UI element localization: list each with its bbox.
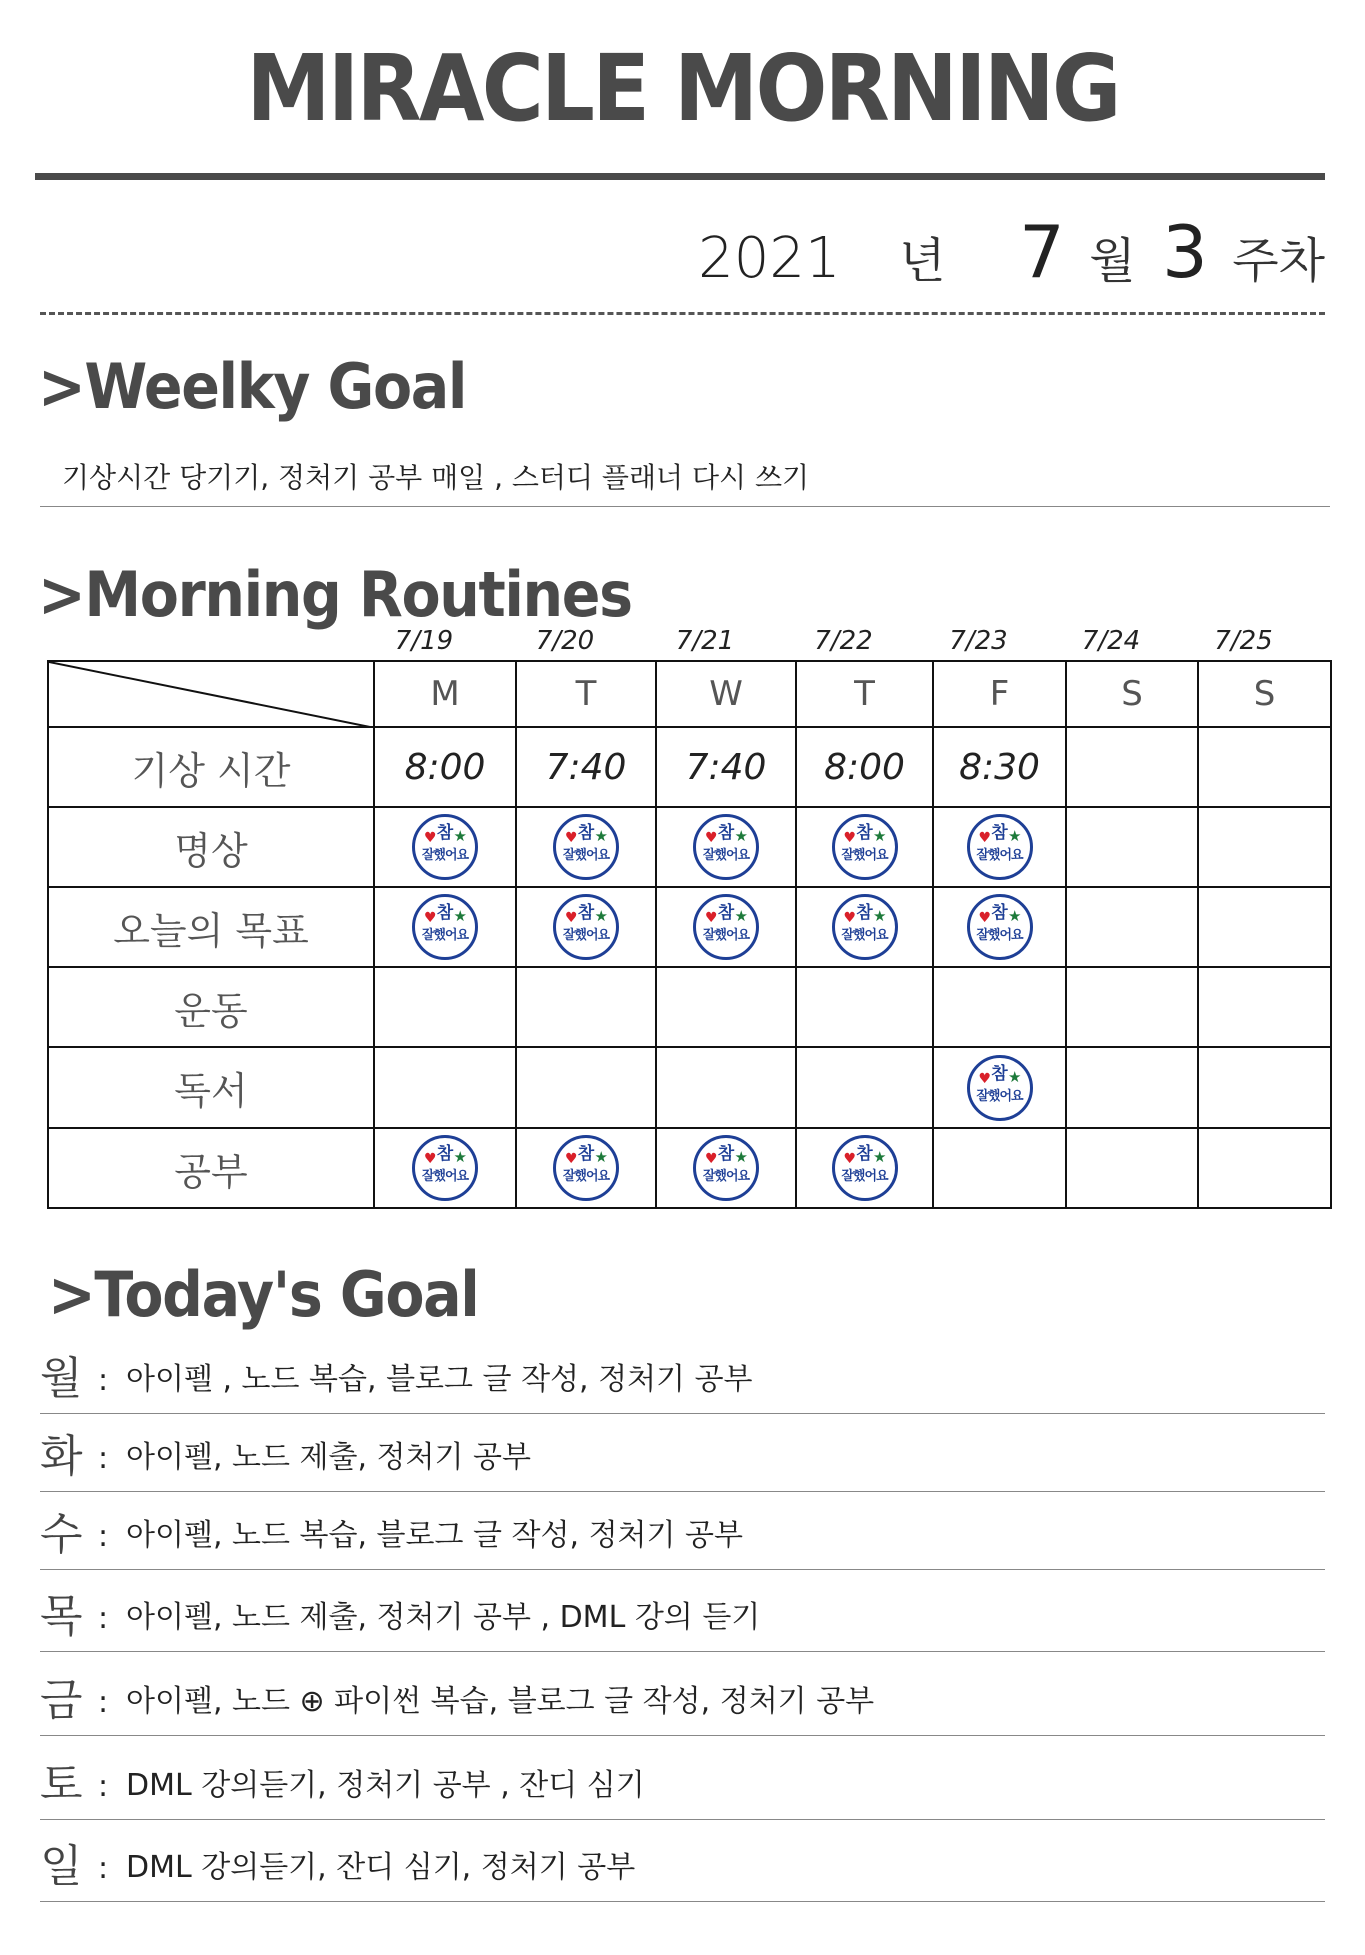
- routine-check-cell[interactable]: [516, 967, 656, 1047]
- routine-check-cell[interactable]: [796, 887, 933, 967]
- sticker-text-bottom: 잘했어요: [841, 928, 888, 943]
- sticker-text-top: 참: [577, 823, 595, 843]
- routine-check-cell[interactable]: [796, 1128, 933, 1208]
- star-icon: ★: [873, 907, 887, 925]
- routine-check-cell[interactable]: [656, 967, 796, 1047]
- star-icon: ★: [873, 1148, 887, 1166]
- corner-diagonal: [49, 662, 374, 727]
- routine-check-cell[interactable]: [1198, 1047, 1331, 1128]
- goal-separator: :: [98, 1519, 109, 1554]
- good-job-sticker-icon: [553, 814, 619, 880]
- routine-row: [48, 807, 1331, 887]
- day-header: S: [1198, 661, 1331, 727]
- date-week-unit: 주차: [1232, 233, 1325, 289]
- goal-separator: :: [98, 1441, 109, 1476]
- goal-underline: [40, 1651, 1325, 1652]
- daily-goal-row: [40, 1490, 1325, 1570]
- routine-check-cell[interactable]: [1066, 807, 1198, 887]
- routine-row: [48, 887, 1331, 967]
- routine-check-cell[interactable]: [1198, 807, 1331, 887]
- week-date: [698, 210, 1325, 294]
- star-icon: ★: [594, 907, 608, 925]
- routine-check-cell[interactable]: [1198, 887, 1331, 967]
- wake-time-cell[interactable]: [1198, 727, 1331, 807]
- sticker-text-top: 참: [991, 903, 1008, 923]
- sticker-text-bottom: 잘했어요: [421, 928, 469, 943]
- good-job-sticker-icon: [967, 814, 1033, 880]
- sticker-text-bottom: 잘했어요: [841, 848, 888, 863]
- morning-routines-heading: >Morning Routines: [38, 558, 632, 631]
- sticker-text-top: 참: [577, 1144, 595, 1164]
- goal-text[interactable]: DML 강의듣기, 정처기 공부 , 잔디 심기: [126, 1768, 645, 1803]
- daily-goal-row: [40, 1822, 1325, 1902]
- routine-check-cell[interactable]: [796, 967, 933, 1047]
- routine-check-cell[interactable]: [374, 967, 516, 1047]
- heart-icon: ♥: [843, 830, 857, 846]
- routine-check-cell[interactable]: [933, 1128, 1066, 1208]
- sticker-text-top: 참: [717, 903, 735, 923]
- sticker-text-bottom: 잘했어요: [976, 848, 1023, 863]
- good-job-sticker-icon: [693, 1135, 759, 1201]
- routine-label: 독서: [48, 1047, 374, 1128]
- goal-day-label: 토: [40, 1759, 83, 1810]
- routine-check-cell[interactable]: [656, 1128, 796, 1208]
- routine-check-cell[interactable]: [933, 887, 1066, 967]
- heart-icon: ♥: [705, 830, 718, 846]
- goal-separator: :: [98, 1851, 109, 1886]
- sticker-text-bottom: 잘했어요: [841, 1169, 888, 1184]
- good-job-sticker-icon: [967, 894, 1033, 960]
- routine-date-label: 7/19: [394, 626, 454, 656]
- routine-label: 기상 시간: [48, 727, 374, 807]
- star-icon: ★: [453, 827, 467, 845]
- sticker-text-top: 참: [436, 823, 454, 843]
- heart-icon: ♥: [424, 830, 437, 846]
- heart-icon: ♥: [843, 1151, 857, 1167]
- wake-time-cell[interactable]: 7:40: [656, 727, 796, 807]
- routine-check-cell[interactable]: [516, 1128, 656, 1208]
- goal-underline: [40, 1819, 1325, 1820]
- goal-text[interactable]: 아이펠, 노드 ⊕ 파이썬 복습, 블로그 글 작성, 정처기 공부: [126, 1684, 875, 1719]
- heart-icon: ♥: [565, 1151, 578, 1167]
- goal-text[interactable]: DML 강의듣기, 잔디 심기, 정처기 공부: [126, 1850, 636, 1885]
- routine-check-cell[interactable]: [516, 1047, 656, 1128]
- star-icon: ★: [1008, 1067, 1022, 1086]
- routine-check-cell[interactable]: [374, 887, 516, 967]
- routine-check-cell[interactable]: [1066, 887, 1198, 967]
- daily-goal-row: [40, 1572, 1325, 1652]
- daily-goal-row: [40, 1656, 1325, 1736]
- heart-icon: ♥: [978, 910, 992, 926]
- wake-time-cell[interactable]: 7:40: [516, 727, 656, 807]
- sticker-text-top: 참: [991, 823, 1008, 843]
- good-job-sticker-icon: [412, 894, 478, 960]
- star-icon: ★: [1008, 907, 1022, 925]
- sticker-text-bottom: 잘했어요: [421, 848, 469, 863]
- sticker-text-bottom: 잘했어요: [702, 848, 750, 863]
- routine-row: [48, 967, 1331, 1047]
- routine-check-cell[interactable]: [374, 1128, 516, 1208]
- routine-row: [48, 727, 1331, 807]
- routine-date-label: 7/22: [814, 626, 873, 656]
- good-job-sticker-icon: [412, 1135, 478, 1201]
- routine-label: 명상: [48, 807, 374, 887]
- routine-check-cell[interactable]: [374, 807, 516, 887]
- routine-check-cell[interactable]: [374, 1047, 516, 1128]
- goal-text[interactable]: 아이펠, 노드 제출, 정처기 공부 , DML 강의 듣기: [126, 1600, 761, 1635]
- goal-separator: :: [98, 1685, 109, 1720]
- weekly-goal-heading: >Weelky Goal: [38, 350, 467, 423]
- goal-day-label: 화: [40, 1431, 83, 1482]
- date-week: 3: [1162, 210, 1208, 294]
- star-icon: ★: [734, 827, 748, 845]
- goal-text[interactable]: 아이펠 , 노드 복습, 블로그 글 작성, 정처기 공부: [126, 1362, 753, 1397]
- page-title: MIRACLE MORNING: [246, 35, 1119, 142]
- star-icon: ★: [1008, 827, 1022, 845]
- heart-icon: ♥: [565, 910, 578, 926]
- good-job-sticker-icon: [693, 894, 759, 960]
- sticker-text-top: 참: [856, 1144, 873, 1164]
- goal-underline: [40, 1569, 1325, 1570]
- heart-icon: ♥: [424, 910, 437, 926]
- good-job-sticker-icon: [832, 1135, 898, 1201]
- goal-day-label: 수: [40, 1509, 83, 1560]
- sticker-text-bottom: 잘했어요: [562, 1169, 610, 1184]
- star-icon: ★: [594, 1148, 608, 1166]
- routine-check-cell[interactable]: [1198, 967, 1331, 1047]
- good-job-sticker-icon: [412, 814, 478, 880]
- date-year: 2021: [698, 226, 841, 291]
- routine-check-cell[interactable]: [656, 807, 796, 887]
- sticker-text-bottom: 잘했어요: [976, 928, 1023, 943]
- sticker-text-top: 참: [717, 1144, 735, 1164]
- sticker-text-bottom: 잘했어요: [976, 1088, 1023, 1104]
- wake-time-cell[interactable]: 8:00: [374, 727, 516, 807]
- routine-check-cell[interactable]: [516, 807, 656, 887]
- goal-underline: [40, 1735, 1325, 1736]
- sticker-text-top: 참: [577, 903, 595, 923]
- routine-check-cell[interactable]: [796, 807, 933, 887]
- routine-row: [48, 1047, 1331, 1128]
- routine-check-cell[interactable]: [796, 1047, 933, 1128]
- good-job-sticker-icon: [553, 1135, 619, 1201]
- sticker-text-bottom: 잘했어요: [562, 848, 610, 863]
- routine-date-label: 7/21: [675, 626, 735, 656]
- routine-check-cell[interactable]: [516, 887, 656, 967]
- goal-day-label: 월: [40, 1353, 83, 1404]
- date-year-unit: 년: [899, 233, 946, 289]
- routine-label: 오늘의 목표: [48, 887, 374, 967]
- goal-text[interactable]: 아이펠, 노드 제출, 정처기 공부: [126, 1440, 531, 1475]
- day-header: S: [1066, 661, 1198, 727]
- routine-date-label: 7/23: [949, 626, 1008, 656]
- star-icon: ★: [734, 907, 748, 925]
- goal-separator: :: [98, 1769, 109, 1804]
- routine-label: 운동: [48, 967, 374, 1047]
- heart-icon: ♥: [424, 1151, 437, 1167]
- todays-goal-heading: >Today's Goal: [48, 1258, 479, 1331]
- sticker-text-bottom: 잘했어요: [421, 1169, 469, 1184]
- star-icon: ★: [453, 1148, 467, 1166]
- good-job-sticker-icon: [553, 894, 619, 960]
- wake-time-cell[interactable]: 8:00: [796, 727, 933, 807]
- day-header: F: [933, 661, 1066, 727]
- star-icon: ★: [734, 1148, 748, 1166]
- sticker-text-top: 참: [717, 823, 735, 843]
- heart-icon: ♥: [978, 1070, 992, 1087]
- routine-check-cell[interactable]: [1066, 1128, 1198, 1208]
- routine-check-cell[interactable]: [933, 807, 1066, 887]
- wake-time-cell[interactable]: 8:30: [933, 727, 1066, 807]
- routine-date-label: 7/25: [1214, 626, 1273, 656]
- routine-check-cell[interactable]: [1066, 967, 1198, 1047]
- date-month-unit: 월: [1089, 233, 1136, 289]
- title-divider: [35, 173, 1325, 180]
- routine-check-cell[interactable]: [1198, 1128, 1331, 1208]
- goal-separator: :: [98, 1601, 109, 1636]
- day-header: W: [656, 661, 796, 727]
- weekly-goal-text: 기상시간 당기기, 정처기 공부 매일 , 스터디 플래너 다시 쓰기: [62, 461, 810, 494]
- day-header: T: [516, 661, 656, 727]
- star-icon: ★: [873, 827, 887, 845]
- routine-header-row: [48, 661, 1331, 727]
- goal-underline: [40, 1901, 1325, 1902]
- good-job-sticker-icon: [693, 814, 759, 880]
- daily-goal-row: [40, 1740, 1325, 1820]
- routine-check-cell[interactable]: [933, 967, 1066, 1047]
- routine-check-cell[interactable]: [1066, 1047, 1198, 1128]
- heart-icon: ♥: [705, 1151, 718, 1167]
- routine-row: [48, 1128, 1331, 1208]
- goal-text[interactable]: 아이펠, 노드 복습, 블로그 글 작성, 정처기 공부: [126, 1518, 744, 1553]
- goal-day-label: 목: [40, 1591, 83, 1642]
- sticker-text-top: 참: [856, 823, 873, 843]
- heart-icon: ♥: [978, 830, 992, 846]
- routine-check-cell[interactable]: [933, 1047, 1066, 1128]
- sticker-text-top: 참: [436, 903, 454, 923]
- sticker-text-bottom: 잘했어요: [562, 928, 610, 943]
- goal-day-label: 금: [40, 1675, 83, 1726]
- sticker-text-top: 참: [436, 1144, 454, 1164]
- sticker-text-top: 참: [991, 1063, 1008, 1084]
- goal-day-label: 일: [40, 1841, 83, 1892]
- routine-label: 공부: [48, 1128, 374, 1208]
- date-month: 7: [1018, 210, 1065, 294]
- day-header: M: [374, 661, 516, 727]
- heart-icon: ♥: [565, 830, 578, 846]
- daily-goal-row: [40, 1334, 1325, 1414]
- routine-check-cell[interactable]: [656, 1047, 796, 1128]
- good-job-sticker-icon: [832, 814, 898, 880]
- daily-goal-row: [40, 1412, 1325, 1492]
- star-icon: ★: [594, 827, 608, 845]
- routine-date-label: 7/24: [1081, 626, 1141, 656]
- corner-cell: [48, 661, 374, 727]
- star-icon: ★: [453, 907, 467, 925]
- good-job-sticker-icon: [832, 894, 898, 960]
- dashed-divider: [40, 312, 1325, 315]
- routine-table: [47, 660, 1332, 1209]
- sticker-text-bottom: 잘했어요: [702, 928, 750, 943]
- goal-separator: :: [98, 1363, 109, 1398]
- heart-icon: ♥: [705, 910, 718, 926]
- sticker-text-top: 참: [856, 903, 873, 923]
- routine-check-cell[interactable]: [656, 887, 796, 967]
- sticker-text-bottom: 잘했어요: [702, 1169, 750, 1184]
- weekly-goal-line: [40, 506, 1330, 507]
- wake-time-cell[interactable]: [1066, 727, 1198, 807]
- routine-date-label: 7/20: [535, 626, 595, 656]
- good-job-sticker-icon: [967, 1055, 1033, 1121]
- day-header: T: [796, 661, 933, 727]
- heart-icon: ♥: [843, 910, 857, 926]
